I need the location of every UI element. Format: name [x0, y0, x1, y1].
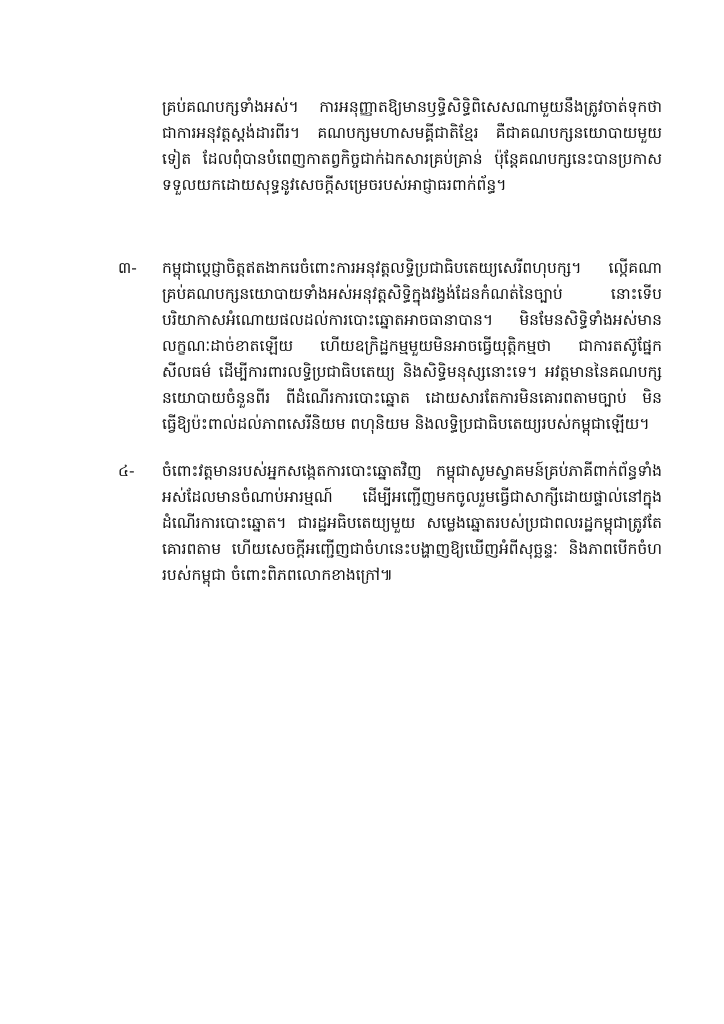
item-number: ៤-: [118, 462, 135, 480]
item-text: កម្ពុជាប្តេជ្ញាចិត្តឥតងាករេចំពោះការអនុវត្តលទ្ធិប្រជាធិបតេយ្យសេរីពហុបក្ស។ លើ្កគណាគ្រប់គណបក្សនយោបាយទាំងអស់អនុវត្តសិទ្ធិក្នុងវង្វង់ដែនកំណត់នៃច្បាប់ នោះទើបបរិយាកាសអំណោយផលដល់ការបោះឆ្នោតអាចធានាបាន។ មិនមែនសិទ្ធិទាំងអស់មានលក្ខណៈដាច់ខាតឡើយ ហើយឧក្រិដ្ឋកម្មមួយមិនអាចធ្វើយុត្តិកម្មថា ជាការតស៊ូផ្នែកសីលធម៌ ដើម្បីការពារលទ្ធិប្រជាធិបតេយ្យ និងសិទ្ធិមនុស្សនោះទេ។ អវត្តមាននៃគណបក្សនយោបាយចំនួនពីរ ពីដំណើរការបោះឆ្នោត ដោយសារតែការមិនគោរពតាមច្បាប់ មិនធ្វើឱ្យប៉ះពាល់ដល់ភាពសេរីនិយម ពហុនិយម និងលទ្ធិប្រជាធិបតេយ្យរបស់កម្ពុជាឡើយ។: [162, 259, 662, 433]
item-number: ៣-: [118, 259, 137, 277]
continuation-paragraph: គ្រប់គណបក្សទាំងអស់។ ការអនុញ្ញាតឱ្យមានឫទ្ធិសិទ្ធិពិសេសណាមួយនឹងត្រូវចាត់ទុកថា ជាការអនុវត្តស្តង់ដារពីរ។ គណបក្សមហាសមគ្គីជាតិខ្មែរ គឺជាគណបក្សនយោបាយមួយទៀត ដែលពុំបានបំពេញកាតព្វកិច្ចជាក់ឯកសារគ្រប់គ្រាន់ ប៉ុន្តែគណបក្សនេះបានប្រកាសទទួលយកដោយសុទ្ធនូវសេចក្តីសម្រេចរបស់អាជ្ញាធរពាក់ព័ន្ធ។: [162, 98, 662, 194]
item-text: ចំពោះវត្តមានរបស់អ្នកសង្កេតការបោះឆ្នោតវិញ កម្ពុជាសូមស្វាគមន៍គ្រប់ភាគីពាក់ព័ន្ធទាំងអស់ដែលមានចំណាប់អារម្មណ៍ ដើម្បីអញ្ជើញមកចូលរួមធ្វើជាសាក្សីដោយផ្ទាល់នៅក្នុងដំណើរការបោះឆ្នោត។ ជារដ្ឋអធិបតេយ្យមួយ សម្លេងឆ្នោតរបស់ប្រជាពលរដ្ឋកម្ពុជាត្រូវតែគោរពតាម ហើយសេចក្តីអញ្ជើញជាចំហនេះបង្ហាញឱ្យឃើញអំពីសុច្ឆន្ទៈ និងភាពបើកចំហរបស់កម្ពុជា ចំពោះពិភពលោកខាងក្រៅ៕: [162, 462, 662, 584]
